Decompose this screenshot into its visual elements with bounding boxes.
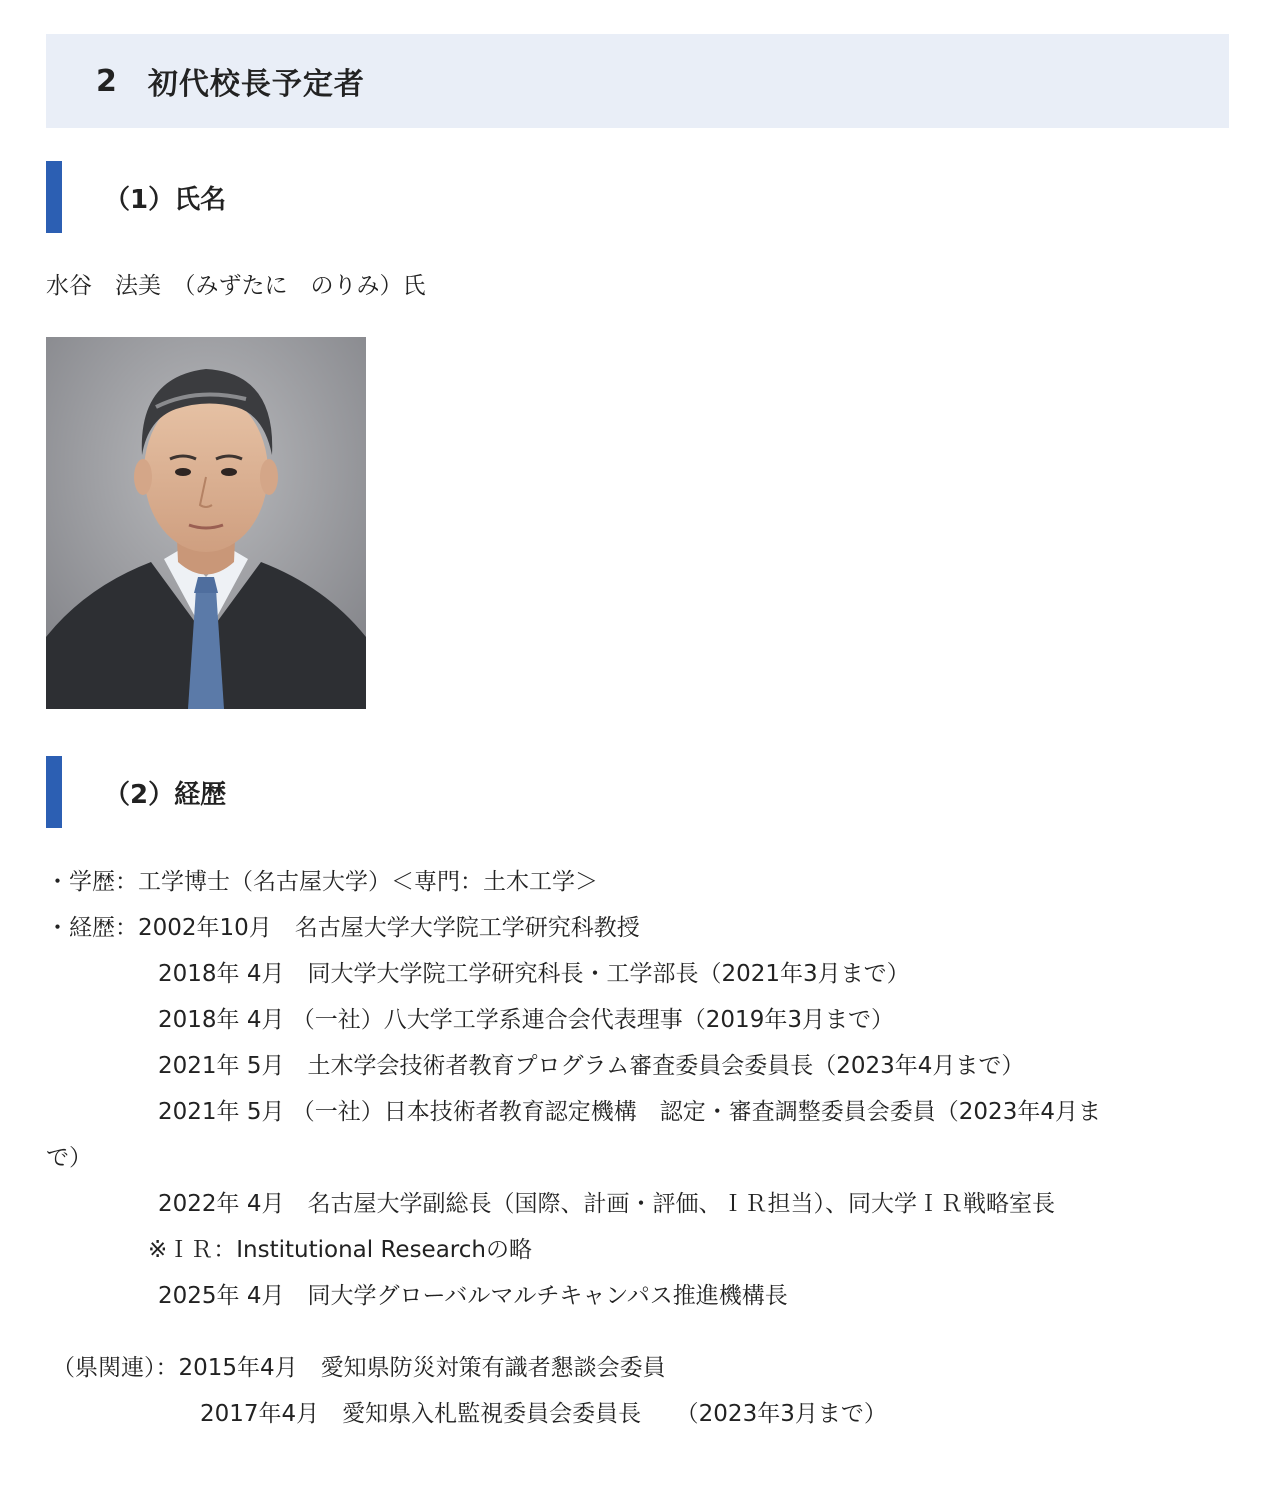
portrait-photo <box>46 337 366 709</box>
section-title: 初代校長予定者 <box>147 67 365 102</box>
career-entry: 2018年 4月 （一社）八大学工学系連合会代表理事（2019年3月まで） <box>158 1007 894 1033</box>
career-entry: 2018年 4月 同大学大学院工学研究科長・工学部長（2021年3月まで） <box>158 961 910 987</box>
education-line: ・学歴：工学博士（名古屋大学）＜専門：土木工学＞ <box>46 869 598 895</box>
career-entry: 2025年 4月 同大学グローバルマルチキャンパス推進機構長 <box>158 1283 788 1309</box>
career-line: ・経歴：2002年10月 名古屋大学大学院工学研究科教授 <box>46 915 640 941</box>
prefecture-line: （県関連）：2015年4月 愛知県防災対策有識者懇談会委員 <box>52 1355 666 1381</box>
heading-accent-bar <box>46 161 62 233</box>
career-entry: 2021年 5月 土木学会技術者教育プログラム審査委員会委員長（2023年4月まで） <box>158 1053 1025 1079</box>
subheading-name <box>46 161 746 233</box>
subheading-career <box>46 756 746 828</box>
subheading-career-label: （2）経歴 <box>104 779 227 810</box>
person-name: 水谷 法美 （みずたに のりみ）氏 <box>46 273 426 299</box>
section-number: 2 <box>96 63 118 99</box>
heading-accent-bar <box>46 756 62 828</box>
career-entry: 2022年 4月 名古屋大学副総長（国際、計画・評価、ＩＲ担当）、同大学ＩＲ戦略室長 <box>158 1191 1055 1217</box>
career-entry-continuation: で） <box>46 1145 92 1171</box>
career-entry: 2021年 5月 （一社）日本技術者教育認定機構 認定・審査調整委員会委員（2023年4月ま <box>158 1099 1101 1125</box>
prefecture-line: 2017年4月 愛知県入札監視委員会委員長 （2023年3月まで） <box>200 1401 887 1427</box>
section-heading <box>46 34 1229 128</box>
career-note: ※ＩＲ：Institutional Researchの略 <box>148 1237 532 1263</box>
subheading-name-label: （1）氏名 <box>104 184 227 215</box>
